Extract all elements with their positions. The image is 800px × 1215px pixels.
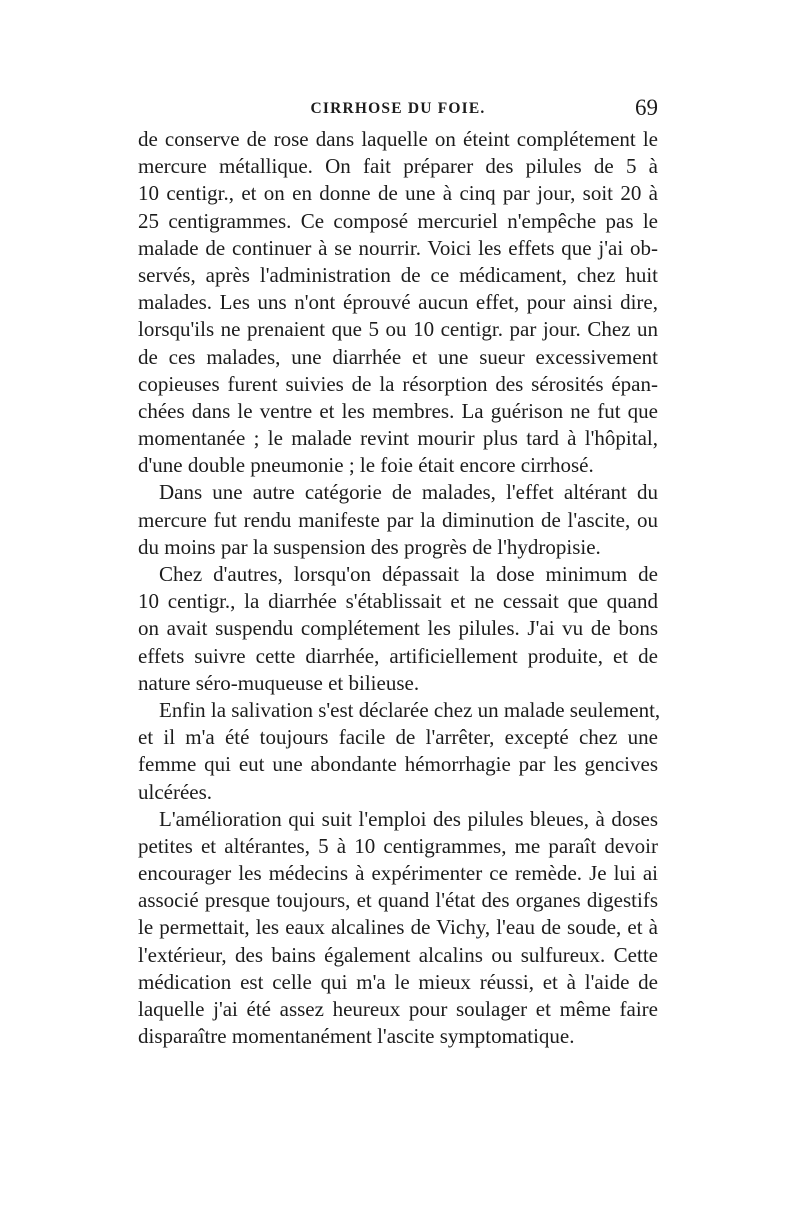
text-line: effets suivre cette diarrhée, artificiellement produite, et de	[138, 643, 658, 668]
paragraph-2	[138, 479, 658, 561]
text-line: malades. Les uns n'ont éprouvé aucun effet, pour ainsi dire,	[138, 290, 658, 315]
text-line: l'extérieur, des bains également alcalins ou sulfureux. Cette	[138, 942, 658, 967]
text-line: L'amélioration qui suit l'emploi des pilules bleues, à doses	[159, 806, 658, 831]
body-text	[138, 126, 661, 1050]
text-line: mercure fut rendu manifeste par la diminution de l'ascite, ou	[138, 507, 658, 532]
text-line: nature séro-muqueuse et bilieuse.	[138, 670, 420, 695]
paragraph-1	[138, 126, 658, 479]
paragraph-4	[138, 697, 661, 806]
text-line: ulcérées.	[138, 779, 213, 804]
text-line: et il m'a été toujours facile de l'arrêter, excepté chez une	[138, 725, 658, 750]
text-line: copieuses furent suivies de la résorption des sérosités épan-	[138, 371, 658, 396]
text-line: malade de continuer à se nourrir. Voici les effets que j'ai ob-	[138, 235, 658, 260]
text-line: lorsqu'ils ne prenaient que 5 ou 10 centigr. par jour. Chez un	[138, 317, 658, 342]
text-line: disparaître momentanément l'ascite symptomatique.	[138, 1024, 575, 1049]
text-line: du moins par la suspension des progrès de l'hydropisie.	[138, 534, 601, 559]
text-line: mercure métallique. On fait préparer des pilules de 5 à	[138, 154, 658, 179]
text-line: momentanée ; le malade revint mourir plus tard à l'hôpital,	[138, 426, 658, 451]
text-line: de ces malades, une diarrhée et une sueur excessivement	[138, 344, 658, 369]
text-line: laquelle j'ai été assez heureux pour soulager et même faire	[138, 997, 658, 1021]
page-number: 69	[635, 95, 658, 120]
text-line: 10 centigr., et on en donne de une à cinq par jour, soit 20 à	[138, 181, 658, 206]
text-line: 25 centigrammes. Ce composé mercuriel n'empêche pas le	[138, 208, 658, 233]
text-line: médication est celle qui m'a le mieux réussi, et à l'aide de	[138, 969, 658, 994]
text-line: petites et altérantes, 5 à 10 centigrammes, me paraît devoir	[138, 833, 658, 858]
text-line: on avait suspendu complétement les pilules. J'ai vu de bons	[138, 616, 658, 641]
text-line: de conserve de rose dans laquelle on éteint complétement le	[138, 127, 658, 151]
text-line: servés, après l'administration de ce médicament, chez huit	[138, 262, 658, 287]
text-line: Enfin la salivation s'est déclarée chez un malade seulement,	[159, 697, 661, 722]
paragraph-5	[138, 806, 658, 1051]
running-head	[138, 96, 658, 122]
text-line: Chez d'autres, lorsqu'on dépassait la dose minimum de	[159, 562, 658, 586]
text-line: associé presque toujours, et quand l'état des organes digestifs	[138, 888, 658, 913]
text-line: le permettait, les eaux alcalines de Vichy, l'eau de soude, et à	[138, 915, 658, 940]
text-line: femme qui eut une abondante hémorrhagie par les gencives	[138, 752, 658, 777]
text-line: Dans une autre catégorie de malades, l'effet altérant du	[159, 480, 658, 505]
text-line: 10 centigr., la diarrhée s'établissait et ne cessait que quand	[138, 589, 658, 614]
text-line: chées dans le ventre et les membres. La guérison ne fut que	[138, 398, 658, 423]
text-line: d'une double pneumonie ; le foie était encore cirrhosé.	[138, 453, 594, 478]
paragraph-3	[138, 561, 658, 697]
running-title: CIRRHOSE DU FOIE.	[310, 100, 486, 117]
text-line: encourager les médecins à expérimenter ce remède. Je lui ai	[138, 861, 658, 886]
